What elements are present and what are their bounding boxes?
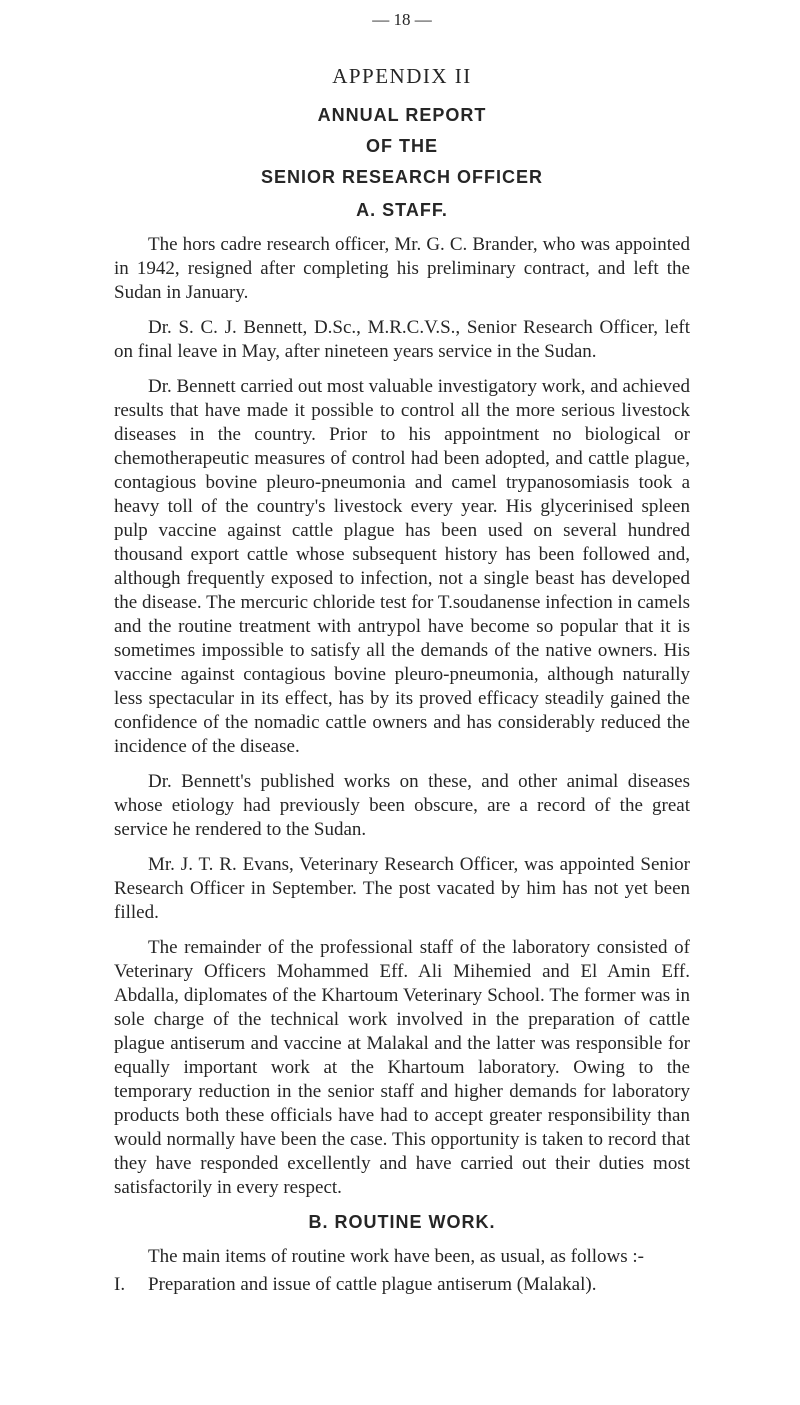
section-b-heading: B. ROUTINE WORK.	[308, 1212, 496, 1232]
section-a-heading: A. STAFF.	[356, 200, 448, 220]
report-heading-line-3: SENIOR RESEARCH OFFICER	[260, 167, 544, 187]
routine-work-item	[114, 1273, 690, 1297]
staff-paragraph-4: Dr. Bennett's published works on these, and other animal diseases whose etiology had previously been obscure, are a record of the great service he rendered to the Sudan.	[114, 771, 690, 840]
appendix-title: APPENDIX II	[332, 64, 472, 88]
report-heading-line-1: ANNUAL REPORT	[317, 105, 487, 125]
staff-paragraph-2: Dr. S. C. J. Bennett, D.Sc., M.R.C.V.S., Senior Research Officer, left on final leave in May, after nineteen years service in the Sudan.	[114, 317, 690, 362]
item-number: I.	[114, 1274, 126, 1295]
staff-paragraph-1: The hors cadre research officer, Mr. G. C. Brander, who was appointed in 1942, resigned after completing his preliminary contract, and left the Sudan in January.	[114, 234, 690, 303]
staff-paragraph-5: Mr. J. T. R. Evans, Veterinary Research Officer, was appointed Senior Research Officer in September. The post vacated by him has not yet been filled.	[114, 854, 690, 923]
staff-paragraph-3: Dr. Bennett carried out most valuable investigatory work, and achieved results that have made it possible to control all the more serious livestock diseases in the country. Prior to his appointment no biological or chemotherapeutic measures of control had been adopted, and cattle plague, contagious bovine pleuro-pneumonia and camel trypanosomiasis took a heavy toll of the country's livestock every year. His glycerinised spleen pulp vaccine against cattle plague has been used on several hundred thousand export cattle whose subsequent history has been followed and, although frequently exposed to infection, not a single beast has developed the disease. The mercuric chloride test for T.soudanense infection in camels and the routine treatment with antrypol have become so popular that it is sometimes impossible to satisfy all the demands of the native owners. His vaccine against contagious bovine pleuro-pneumonia, although naturally less spectacular in its effect, has by its proved efficacy steadily gained the confidence of the nomadic cattle owners and has considerably reduced the incidence of the disease.	[114, 376, 690, 757]
routine-work-intro: The main items of routine work have been, as usual, as follows :-	[148, 1246, 644, 1267]
page-number: — 18 —	[372, 10, 432, 29]
staff-paragraph-6: The remainder of the professional staff of the laboratory consisted of Veterinary Officers Mohammed Eff. Ali Mihemied and El Amin Eff. Abdalla, diplomates of the Khartoum Veterinary School. The former was in sole charge of the technical work involved in the preparation of cattle plague antiserum and vaccine at Malakal and the latter was responsible for equally important work at the Khartoum laboratory. Owing to the temporary reduction in the senior staff and higher demands for laboratory products both these officials have had to accept greater responsibility than would normally have been the case. This opportunity is taken to record that they have responded excellently and have carried out their duties most satisfactorily in every respect.	[114, 937, 690, 1198]
report-heading-line-2: OF THE	[366, 136, 438, 156]
item-text: Preparation and issue of cattle plague antiserum (Malakal).	[148, 1274, 597, 1295]
